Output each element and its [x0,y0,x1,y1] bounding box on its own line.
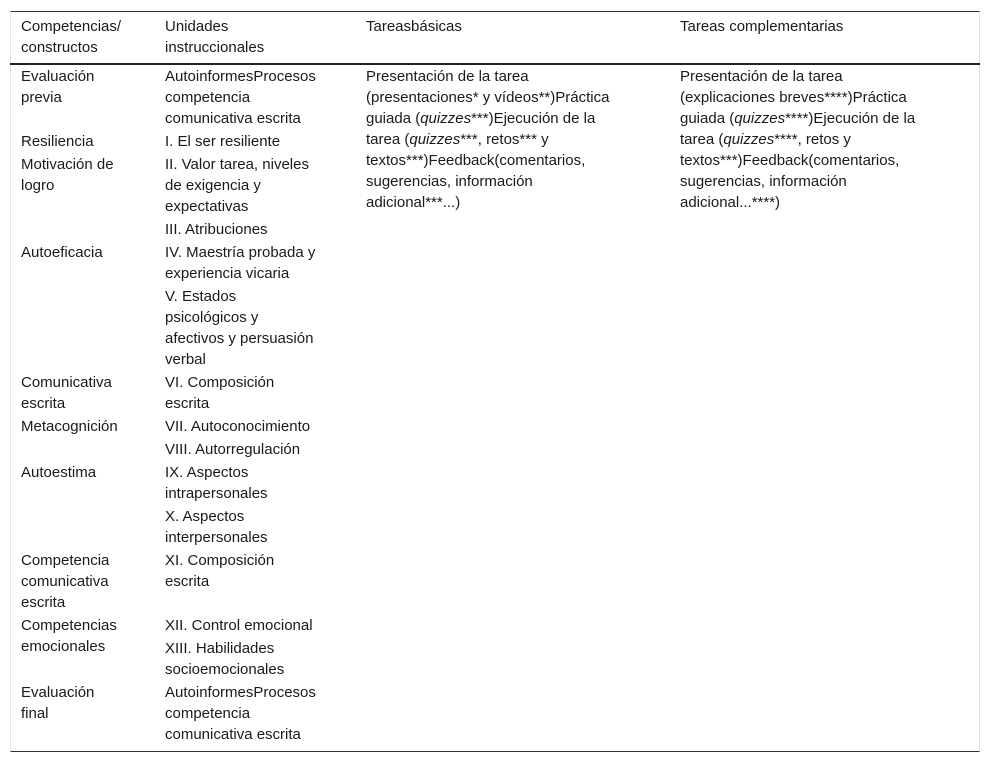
complementarias-quizzes-2: quizzes [723,131,775,148]
unidad-xiii-l2: socioemocionales [165,661,285,678]
unidad-iv-l2: experiencia vicaria [165,265,290,282]
basicas-line-3b: ***)Ejecución de la [471,110,596,127]
unidad-xiii: XIII. Habilidades [165,640,275,657]
comp-resiliencia: Resiliencia [21,133,94,150]
unidad-ii-l3: expectativas [165,198,249,215]
comp-autoeficacia: Autoeficacia [21,244,103,261]
complementarias-line-3a: guiada ( [680,110,735,127]
header-unidades: Unidades [165,18,229,35]
comp-evaluacion-previa: Evaluación [21,68,95,85]
header-unidades-cont: instruccionales [165,39,265,56]
header-competencias: Competencias/ [21,18,122,35]
comp-autoestima: Autoestima [21,464,97,481]
complementarias-quizzes-1: quizzes [734,110,786,127]
unidad-viii: VIII. Autorregulación [165,441,301,458]
basicas-line-1: Presentación de la tarea [366,68,529,85]
unidad-evaluacion-previa: AutoinformesProcesos [165,68,316,85]
unidad-xi-l2: escrita [165,573,210,590]
unidad-xii: XII. Control emocional [165,617,313,634]
complementarias-line-2: (explicaciones breves****)Práctica [680,89,907,106]
basicas-line-3a: guiada ( [366,110,421,127]
comp-competencia-escrita: Competencia [21,552,110,569]
unidad-iii: III. Atribuciones [165,221,268,238]
unidad-evaluacion-final: AutoinformesProcesos [165,684,316,701]
basicas-line-4a: tarea ( [366,131,410,148]
complementarias-line-3 [680,108,915,129]
comp-motivacion-cont: logro [21,177,55,194]
header-competencias-cont: constructos [21,39,98,56]
complementarias-line-4b: ****, retos y [774,131,851,148]
unidad-evaluacion-previa-l3: comunicativa escrita [165,110,301,127]
complementarias-line-4 [680,129,851,150]
unidad-i: I. El ser resiliente [165,133,281,150]
unidad-v-l4: verbal [165,351,206,368]
comp-motivacion: Motivación de [21,156,114,173]
header-tareas-basicas: Tareasbásicas [366,18,462,35]
comp-emocionales: Competencias [21,617,117,634]
basicas-line-4 [366,129,549,150]
comp-competencia-escrita-l3: escrita [21,594,66,611]
unidad-vii: VII. Autoconocimiento [165,418,311,435]
unidad-v-l3: afectivos y persuasión [165,330,314,347]
comp-evaluacion-previa-cont: previa [21,89,62,106]
unidad-vi: VI. Composición [165,374,275,391]
unidad-ii-l2: de exigencia y [165,177,261,194]
unidad-v-l2: psicológicos y [165,309,259,326]
unidad-ii: II. Valor tarea, niveles [165,156,309,173]
comp-comunicativa-cont: escrita [21,395,66,412]
basicas-line-2: (presentaciones* y vídeos**)Práctica [366,89,610,106]
header-tareas-complementarias: Tareas complementarias [680,18,844,35]
complementarias-line-1: Presentación de la tarea [680,68,843,85]
basicas-line-4b: ***, retos*** y [460,131,549,148]
complementarias-line-4a: tarea ( [680,131,724,148]
comp-emocionales-cont: emocionales [21,638,106,655]
header-divider [10,63,980,65]
complementarias-line-5: textos***)Feedback(comentarios, [680,152,900,169]
comp-evaluacion-final: Evaluación [21,684,95,701]
unidad-evaluacion-previa-l2: competencia [165,89,251,106]
unidad-vi-l2: escrita [165,395,210,412]
unidad-x-l2: interpersonales [165,529,268,546]
basicas-line-7: adicional***...) [366,194,461,211]
comp-comunicativa: Comunicativa [21,374,112,391]
unidad-v: V. Estados [165,288,237,305]
basicas-line-6: sugerencias, información [366,173,533,190]
basicas-line-3 [366,108,595,129]
complementarias-line-7: adicional...****) [680,194,781,211]
complementarias-line-6: sugerencias, información [680,173,847,190]
unidad-xi: XI. Composición [165,552,275,569]
unidad-iv: IV. Maestría probada y [165,244,316,261]
unidad-ix: IX. Aspectos [165,464,249,481]
comp-metacognicion: Metacognición [21,418,118,435]
complementarias-line-3b: ****)Ejecución de la [785,110,916,127]
comp-competencia-escrita-l2: comunicativa [21,573,109,590]
unidad-x: X. Aspectos [165,508,245,525]
comp-evaluacion-final-cont: final [21,705,49,722]
basicas-quizzes-2: quizzes [409,131,461,148]
unidad-ix-l2: intrapersonales [165,485,268,502]
unidad-evaluacion-final-l2: competencia [165,705,251,722]
basicas-line-5: textos***)Feedback(comentarios, [366,152,586,169]
unidad-evaluacion-final-l3: comunicativa escrita [165,726,301,743]
basicas-quizzes-1: quizzes [420,110,472,127]
